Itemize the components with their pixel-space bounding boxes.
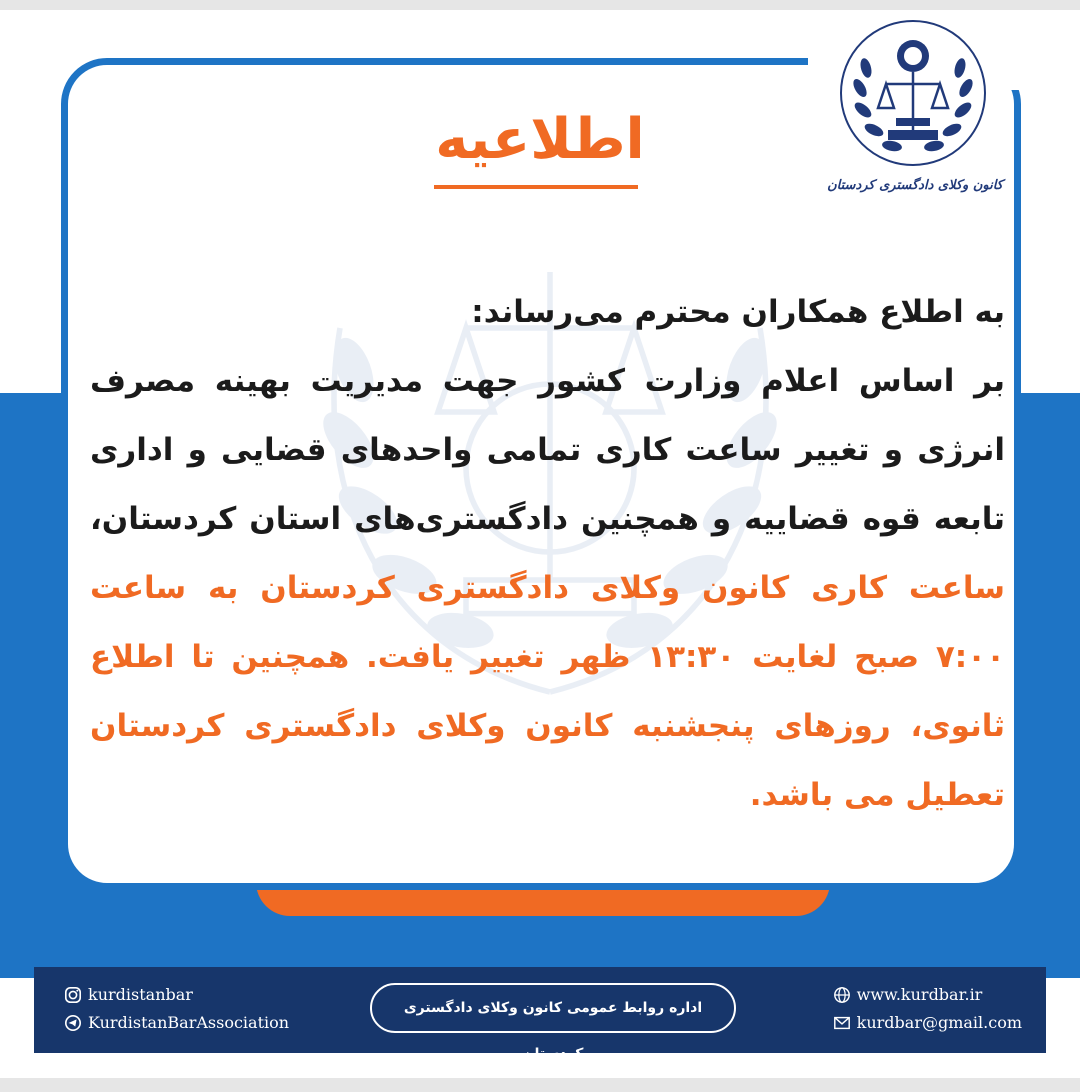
bar-association-logo [838, 18, 988, 168]
instagram-handle: kurdistanbar [88, 985, 193, 1004]
mail-icon [833, 1014, 851, 1032]
website-row[interactable] [833, 981, 1022, 1009]
email-link[interactable]: kurdbar@gmail.com [856, 1013, 1022, 1032]
instagram-icon [64, 986, 82, 1004]
public-relations-label: اداره روابط عمومی کانون وکلای دادگستری کردستان [370, 983, 736, 1033]
website-link[interactable]: www.kurdbar.ir [856, 985, 983, 1004]
greeting-line: به اطلاع همکاران محترم می‌رساند: [471, 294, 1005, 330]
title-underline [434, 185, 638, 189]
notice-body [90, 278, 1005, 848]
notice-highlight: ساعت کاری کانون وکلای دادگستری کردستان به ساعت ۷:۰۰ صبح لغایت ۱۳:۳۰ ظهر تغییر یافت. همچنین تا اطلاع ثانوی، روزهای پنجشنبه کانون وکلای دادگستری کردستان تعطیل می باشد. [90, 570, 1005, 813]
telegram-handle: KurdistanBarAssociation [88, 1013, 290, 1032]
top-band [0, 0, 1080, 10]
globe-icon [833, 986, 851, 1004]
telegram-row[interactable] [64, 1009, 289, 1037]
footer-social [64, 981, 289, 1037]
footer-contact [833, 981, 1022, 1037]
telegram-icon [64, 1014, 82, 1032]
logo-caption: کانون وکلای دادگستری کردستان [827, 178, 1003, 193]
bottom-band [0, 1078, 1080, 1092]
page-title: اطلاعیه [435, 107, 645, 172]
footer [34, 967, 1046, 1062]
notice-text: بر اساس اعلام وزارت کشور جهت مدیریت بهینه مصرف انرژی و تغییر ساعت کاری تمامی واحدهای قضایی و اداری تابعه قوه قضاییه و همچنین دادگستری‌های استان کردستان، [90, 363, 1005, 537]
email-row[interactable] [833, 1009, 1022, 1037]
instagram-row[interactable] [64, 981, 289, 1009]
notice-paragraph [90, 347, 1005, 830]
